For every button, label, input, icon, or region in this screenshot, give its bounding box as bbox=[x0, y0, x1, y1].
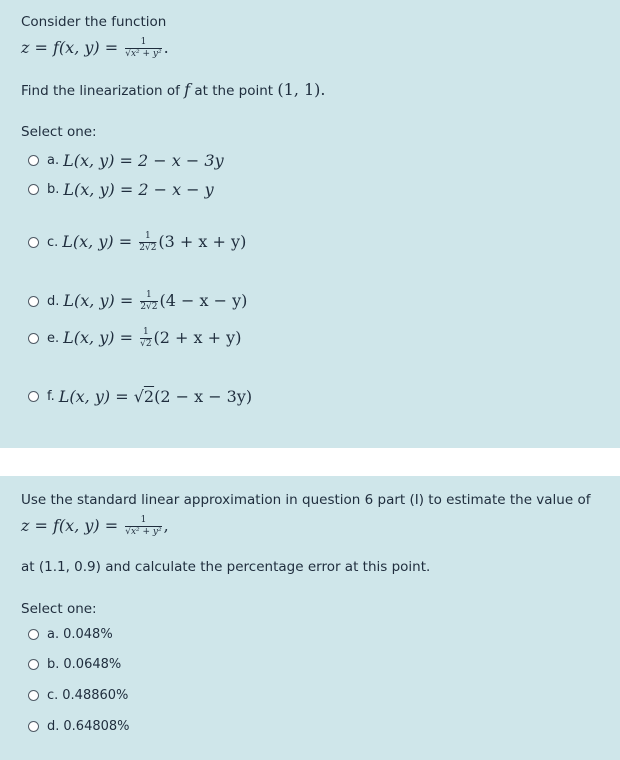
q1-option-a-radio[interactable] bbox=[28, 155, 39, 166]
q1-option-f-lhs: L(x, y) = bbox=[58, 387, 134, 406]
q1-option-e-den: √2 bbox=[140, 339, 152, 349]
q1-option-d-den: 2√2 bbox=[140, 302, 158, 312]
q1-option-b[interactable] bbox=[28, 180, 214, 199]
q1-option-d-den-rad: 2 bbox=[151, 302, 158, 312]
q1-option-c-fraction bbox=[139, 232, 156, 253]
q2-option-a-value: 0.048% bbox=[63, 627, 113, 642]
q1-option-a[interactable] bbox=[28, 151, 224, 170]
q1-option-c-den-rad: 2 bbox=[150, 243, 157, 253]
q1-option-d[interactable] bbox=[28, 291, 247, 312]
q1-eq-end: . bbox=[163, 38, 169, 57]
q2-select-label: Select one: bbox=[21, 601, 97, 617]
q1-frac-num: 1 bbox=[125, 38, 161, 49]
q2-option-b-value: 0.0648% bbox=[63, 657, 122, 672]
q2-option-c-letter: c. bbox=[47, 688, 59, 703]
q2-option-d-radio[interactable] bbox=[28, 721, 39, 732]
q1-option-d-lhs: L(x, y) = bbox=[63, 291, 139, 310]
q1-radicand: x² + y² bbox=[130, 49, 162, 59]
q2-at-text: at (1.1, 0.9) and calculate the percentage error at this point. bbox=[21, 559, 431, 575]
q1-eq-left: z = f(x, y) = bbox=[21, 38, 124, 57]
q1-option-c-radio[interactable] bbox=[28, 237, 39, 248]
q1-find-text: Find the linearization of bbox=[21, 83, 180, 99]
q2-option-d-value: 0.64808% bbox=[63, 719, 130, 734]
q1-function bbox=[21, 38, 169, 59]
q1-option-f[interactable] bbox=[28, 387, 252, 406]
q1-option-e-rhs: (2 + x + y) bbox=[153, 328, 242, 347]
q1-option-c-num: 1 bbox=[139, 232, 156, 243]
q2-option-d-letter: d. bbox=[47, 719, 60, 734]
question-2-card bbox=[0, 476, 620, 760]
q1-option-f-rad: 2 bbox=[143, 387, 155, 406]
q1-fraction bbox=[125, 38, 161, 59]
q1-option-d-num: 1 bbox=[140, 291, 157, 302]
q1-option-e-num: 1 bbox=[140, 328, 151, 339]
q1-option-e-radio[interactable] bbox=[28, 333, 39, 344]
q1-option-c-rhs: (3 + x + y) bbox=[158, 232, 247, 251]
q1-option-c-den: 2√2 bbox=[139, 243, 157, 253]
q1-option-e-letter: e. bbox=[47, 331, 60, 346]
q1-option-d-radio[interactable] bbox=[28, 296, 39, 307]
q1-option-e-lhs: L(x, y) = bbox=[63, 328, 139, 347]
q2-option-a[interactable] bbox=[28, 627, 113, 642]
q1-option-c-den-coef: 2 bbox=[139, 243, 145, 253]
q1-option-f-radio[interactable] bbox=[28, 391, 39, 402]
q1-prompt bbox=[21, 80, 326, 99]
q2-radicand: x² + y² bbox=[130, 527, 162, 537]
q2-option-c-value: 0.48860% bbox=[62, 688, 129, 703]
q2-intro: Use the standard linear approximation in question 6 part (I) to estimate the value of bbox=[21, 492, 591, 508]
q1-option-e-expr bbox=[63, 328, 241, 349]
q2-option-c[interactable] bbox=[28, 688, 128, 703]
q1-option-b-letter: b. bbox=[47, 182, 60, 197]
q1-option-e[interactable] bbox=[28, 328, 241, 349]
q1-option-c-expr bbox=[62, 232, 246, 253]
q1-option-f-expr: L(x, y) = √2(2 − x − 3y) bbox=[58, 387, 253, 406]
q2-frac-den: √x² + y² bbox=[125, 527, 162, 537]
q2-option-b[interactable] bbox=[28, 657, 121, 672]
q1-frac-den: √x² + y² bbox=[125, 49, 162, 59]
q2-eq-left: z = f(x, y) = bbox=[21, 516, 124, 535]
q2-frac-num: 1 bbox=[125, 516, 161, 527]
q2-option-a-radio[interactable] bbox=[28, 629, 39, 640]
q1-option-f-letter: f. bbox=[47, 389, 55, 404]
q1-option-d-den-coef: 2 bbox=[140, 302, 147, 312]
q1-option-c-letter: c. bbox=[47, 235, 59, 250]
q1-option-a-letter: a. bbox=[47, 153, 60, 168]
q2-option-c-radio[interactable] bbox=[28, 690, 39, 701]
q1-option-c-lhs: L(x, y) = bbox=[62, 232, 138, 251]
q2-option-b-radio[interactable] bbox=[28, 659, 39, 670]
q1-find-f: f bbox=[184, 80, 191, 99]
q2-option-d[interactable] bbox=[28, 719, 130, 734]
q1-option-c[interactable] bbox=[28, 232, 246, 253]
q2-eq-end: , bbox=[163, 516, 169, 535]
q1-intro: Consider the function bbox=[21, 14, 167, 30]
q1-option-e-fraction bbox=[140, 328, 151, 349]
q1-option-f-rhs: (2 − x − 3y) bbox=[154, 387, 253, 406]
q1-find-mid: at the point bbox=[190, 83, 278, 99]
q2-function bbox=[21, 516, 169, 537]
q1-option-d-rhs: (4 − x − y) bbox=[159, 291, 248, 310]
q2-option-a-letter: a. bbox=[47, 627, 60, 642]
q1-select-label: Select one: bbox=[21, 124, 97, 140]
q2-fraction bbox=[125, 516, 161, 537]
q1-option-b-radio[interactable] bbox=[28, 184, 39, 195]
q1-option-d-fraction bbox=[140, 291, 157, 312]
q1-option-d-letter: d. bbox=[47, 294, 60, 309]
q1-option-d-expr bbox=[63, 291, 247, 312]
q1-option-e-den-rad: 2 bbox=[145, 339, 152, 349]
q1-option-a-expr: L(x, y) = 2 − x − 3y bbox=[63, 151, 224, 170]
q1-point: (1, 1). bbox=[277, 80, 326, 99]
q1-option-b-expr: L(x, y) = 2 − x − y bbox=[63, 180, 214, 199]
q2-option-b-letter: b. bbox=[47, 657, 60, 672]
